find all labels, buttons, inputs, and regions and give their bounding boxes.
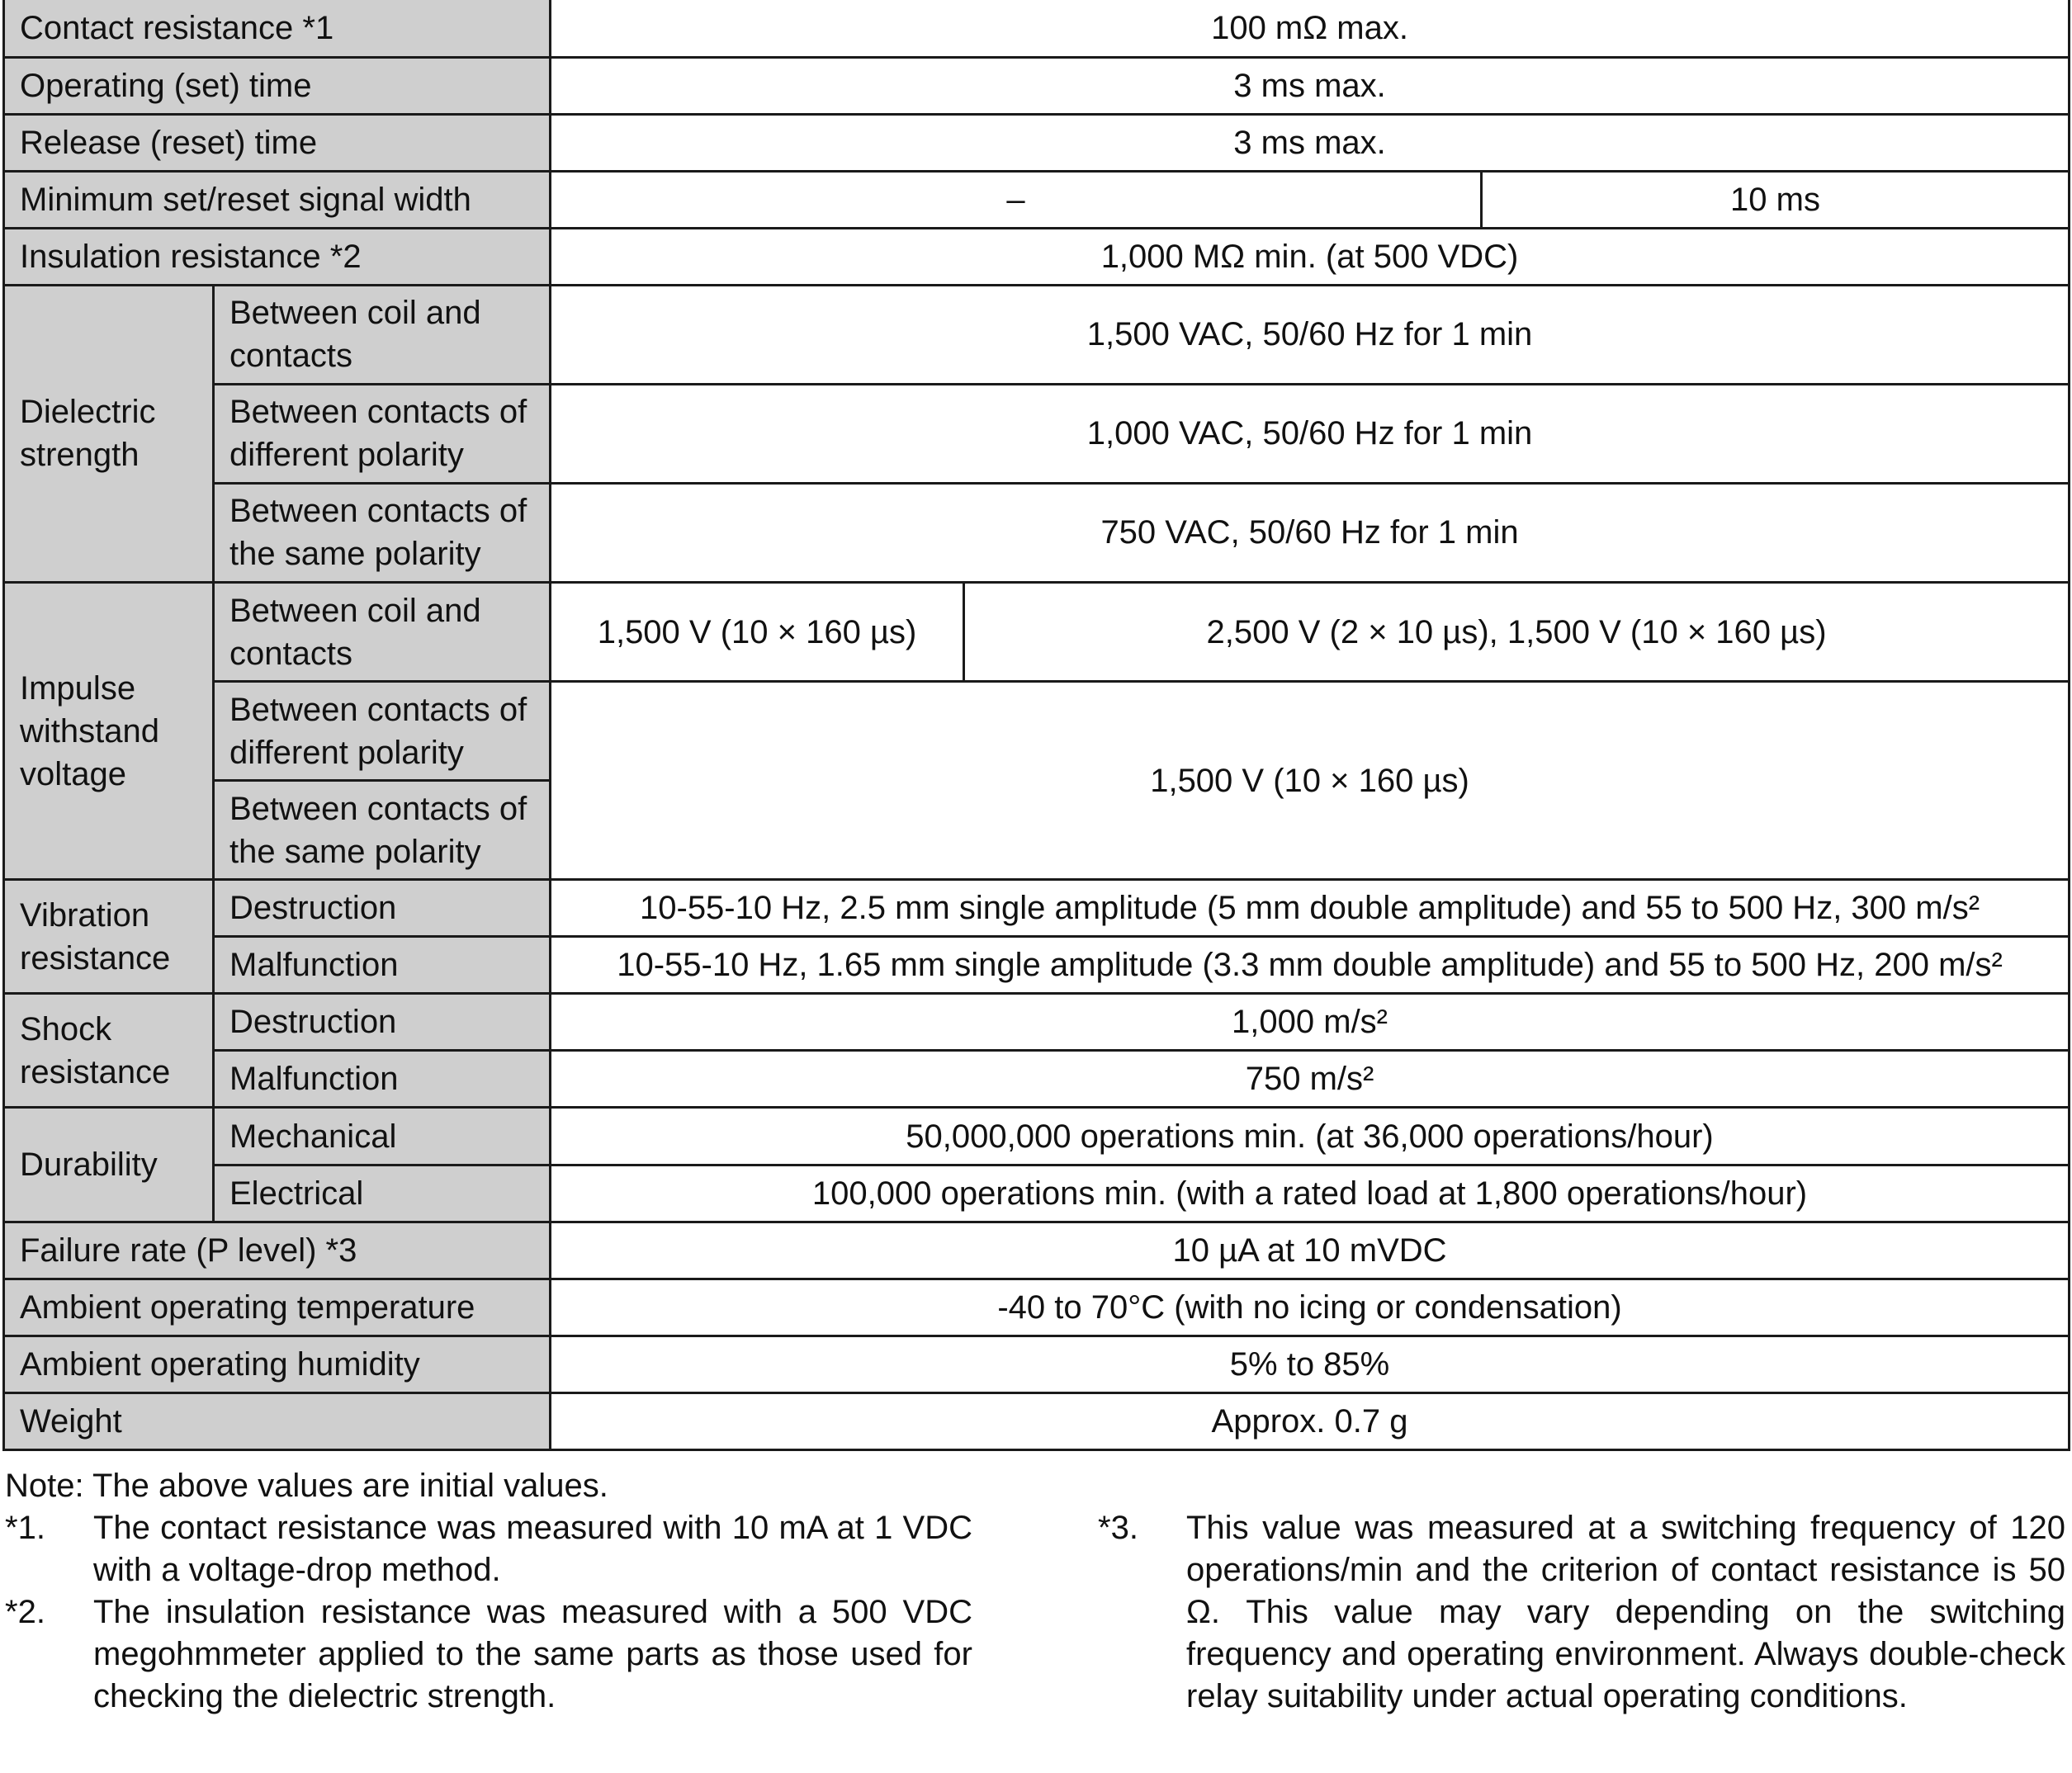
row-label-min-signal-width: Minimum set/reset signal width (4, 171, 551, 228)
table-row (4, 1051, 2070, 1108)
group-label-impulse-withstand-voltage: Impulse withstand voltage (4, 583, 214, 880)
value-durability-mechanical: 50,000,000 operations min. (at 36,000 operations/hour) (551, 1108, 2070, 1165)
footnotes-left-column (5, 1465, 972, 1718)
value-durability-electrical: 100,000 operations min. (with a rated load at 1,800 operations/hour) (551, 1165, 2070, 1222)
row-label-release-time: Release (reset) time (4, 114, 551, 171)
value-dielectric-diff-polarity: 1,000 VAC, 50/60 Hz for 1 min (551, 384, 2070, 483)
value-operating-time: 3 ms max. (551, 57, 2070, 114)
table-row (4, 114, 2070, 171)
value-shock-destruction: 1,000 m/s² (551, 994, 2070, 1051)
table-row (4, 1336, 2070, 1392)
table-row (4, 1222, 2070, 1279)
value-vibration-malfunction: 10-55-10 Hz, 1.65 mm single amplitude (3.3 mm double amplitude) and 55 to 500 Hz, 200 m/s² (551, 937, 2070, 994)
sub-label-impulse-same-polarity: Between contacts of the same polarity (214, 781, 551, 880)
row-label-weight: Weight (4, 1392, 551, 1449)
group-label-shock-resistance: Shock resistance (4, 994, 214, 1108)
value-failure-rate: 10 µA at 10 mVDC (551, 1222, 2070, 1279)
sub-label-vibration-destruction: Destruction (214, 880, 551, 937)
group-label-dielectric-strength: Dielectric strength (4, 285, 214, 582)
value-ambient-humidity: 5% to 85% (551, 1336, 2070, 1392)
table-row (4, 583, 2070, 682)
footnote-text: This value was measured at a switching frequency of 120 operations/min and the criterion of contact resistance is 50 Ω. This value may vary depending on the switching frequency and operating environment. Always double-check relay suitability under actual operating conditions. (1186, 1510, 2065, 1714)
sub-label-vibration-malfunction: Malfunction (214, 937, 551, 994)
sub-label-durability-mechanical: Mechanical (214, 1108, 551, 1165)
table-row (4, 682, 2070, 781)
row-label-insulation-resistance: Insulation resistance *2 (4, 228, 551, 285)
value-impulse-coil-contacts-a: 1,500 V (10 × 160 µs) (551, 583, 964, 682)
group-label-durability: Durability (4, 1108, 214, 1222)
table-row (4, 384, 2070, 483)
sub-label-dielectric-diff-polarity: Between contacts of different polarity (214, 384, 551, 483)
sub-label-durability-electrical: Electrical (214, 1165, 551, 1222)
table-row (4, 937, 2070, 994)
sub-label-shock-destruction: Destruction (214, 994, 551, 1051)
value-release-time: 3 ms max. (551, 114, 2070, 171)
footnote-text: The insulation resistance was measured with a 500 VDC megohmmeter applied to the same parts as those used for checking the dielectric strength. (93, 1594, 972, 1714)
note-intro: Note: The above values are initial values. (5, 1468, 608, 1504)
table-row (4, 994, 2070, 1051)
table-row (4, 1165, 2070, 1222)
table-row (4, 171, 2070, 228)
row-label-ambient-temperature: Ambient operating temperature (4, 1279, 551, 1336)
table-row (4, 1279, 2070, 1336)
table-row (4, 1392, 2070, 1449)
value-weight: Approx. 0.7 g (551, 1392, 2070, 1449)
value-insulation-resistance: 1,000 MΩ min. (at 500 VDC) (551, 228, 2070, 285)
footnote-text: The contact resistance was measured with 10 mA at 1 VDC with a voltage-drop method. (93, 1510, 972, 1588)
footnote (5, 1507, 972, 1591)
sub-label-impulse-diff-polarity: Between contacts of different polarity (214, 682, 551, 781)
value-shock-malfunction: 750 m/s² (551, 1051, 2070, 1108)
sub-label-dielectric-same-polarity: Between contacts of the same polarity (214, 483, 551, 582)
value-vibration-destruction: 10-55-10 Hz, 2.5 mm single amplitude (5 mm double amplitude) and 55 to 500 Hz, 300 m/s² (551, 880, 2070, 937)
value-min-signal-width-b: 10 ms (1482, 171, 2070, 228)
table-row (4, 0, 2070, 57)
sub-label-shock-malfunction: Malfunction (214, 1051, 551, 1108)
row-label-operating-time: Operating (set) time (4, 57, 551, 114)
row-label-contact-resistance: Contact resistance *1 (4, 0, 551, 57)
row-label-ambient-humidity: Ambient operating humidity (4, 1336, 551, 1392)
value-dielectric-coil-contacts: 1,500 VAC, 50/60 Hz for 1 min (551, 285, 2070, 384)
value-dielectric-same-polarity: 750 VAC, 50/60 Hz for 1 min (551, 483, 2070, 582)
value-impulse-contacts: 1,500 V (10 × 160 µs) (551, 682, 2070, 880)
value-ambient-temperature: -40 to 70°C (with no icing or condensation) (551, 1279, 2070, 1336)
group-label-vibration-resistance: Vibration resistance (4, 880, 214, 994)
specifications-table (2, 0, 2070, 1451)
row-label-failure-rate: Failure rate (P level) *3 (4, 1222, 551, 1279)
footnote-marker: *2. (5, 1594, 45, 1630)
footnotes-right-column (1098, 1465, 2065, 1718)
table-row (4, 57, 2070, 114)
table-row (4, 483, 2070, 582)
table-row (4, 880, 2070, 937)
table-row (4, 1108, 2070, 1165)
footnote-marker: *1. (5, 1510, 45, 1546)
value-min-signal-width-a: – (551, 171, 1482, 228)
footnote (1098, 1507, 2065, 1718)
sub-label-dielectric-coil-contacts: Between coil and contacts (214, 285, 551, 384)
table-row (4, 228, 2070, 285)
table-row (4, 285, 2070, 384)
footnote (5, 1591, 972, 1718)
value-contact-resistance: 100 mΩ max. (551, 0, 2070, 57)
footnote-marker: *3. (1098, 1510, 1138, 1546)
value-impulse-coil-contacts-b: 2,500 V (2 × 10 µs), 1,500 V (10 × 160 µs) (964, 583, 2070, 682)
sub-label-impulse-coil-contacts: Between coil and contacts (214, 583, 551, 682)
